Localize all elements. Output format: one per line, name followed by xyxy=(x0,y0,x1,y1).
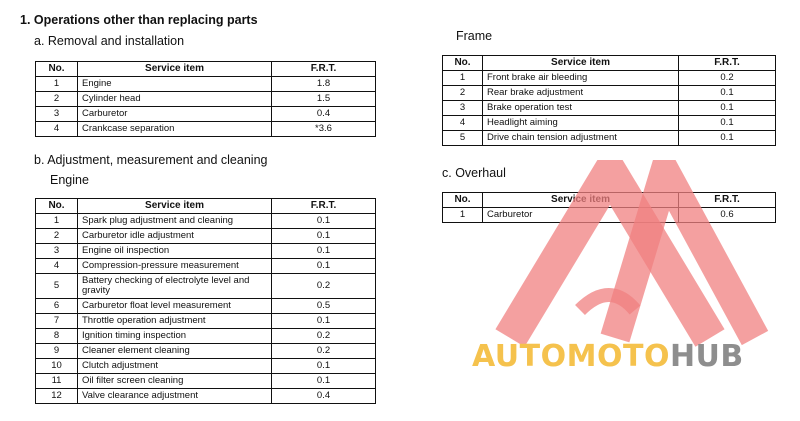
overhaul-heading: c. Overhaul xyxy=(442,166,506,180)
table-row xyxy=(36,299,376,314)
table-row xyxy=(36,107,376,122)
row-number: 2 xyxy=(36,229,78,244)
table-row xyxy=(36,122,376,137)
overhaul-table xyxy=(442,192,776,223)
row-service-item: Spark plug adjustment and cleaning xyxy=(78,214,272,229)
row-number: 3 xyxy=(36,244,78,259)
row-number: 5 xyxy=(36,274,78,299)
row-service-item: Clutch adjustment xyxy=(78,359,272,374)
table-row xyxy=(36,77,376,92)
header-service-item: Service item xyxy=(483,56,679,71)
header-service-item: Service item xyxy=(78,62,272,77)
row-service-item: Crankcase separation xyxy=(78,122,272,137)
row-service-item: Carburetor idle adjustment xyxy=(78,229,272,244)
row-service-item: Battery checking of electrolyte level and gravity xyxy=(78,274,272,299)
table-row xyxy=(36,344,376,359)
row-service-item: Cylinder head xyxy=(78,92,272,107)
watermark-part-hub: HUB xyxy=(669,339,744,374)
row-number: 7 xyxy=(36,314,78,329)
row-number: 4 xyxy=(443,116,483,131)
table-row xyxy=(443,71,776,86)
row-frt-value: 0.1 xyxy=(679,116,776,131)
table-row xyxy=(36,92,376,107)
table-header-row xyxy=(36,62,376,77)
row-frt-value: 0.2 xyxy=(272,344,376,359)
header-frt: F.R.T. xyxy=(679,193,776,208)
row-number: 11 xyxy=(36,374,78,389)
table-row xyxy=(36,259,376,274)
row-number: 10 xyxy=(36,359,78,374)
row-frt-value: 0.1 xyxy=(272,314,376,329)
row-frt-value: 0.1 xyxy=(272,359,376,374)
table-row xyxy=(36,374,376,389)
table-row xyxy=(443,116,776,131)
table-row xyxy=(36,244,376,259)
row-service-item: Throttle operation adjustment xyxy=(78,314,272,329)
header-no: No. xyxy=(36,62,78,77)
row-frt-value: 0.1 xyxy=(679,131,776,146)
header-frt: F.R.T. xyxy=(272,199,376,214)
row-service-item: Drive chain tension adjustment xyxy=(483,131,679,146)
row-frt-value: 1.8 xyxy=(272,77,376,92)
row-service-item: Valve clearance adjustment xyxy=(78,389,272,404)
table-row xyxy=(36,389,376,404)
row-frt-value: 1.5 xyxy=(272,92,376,107)
row-frt-value: 0.2 xyxy=(272,274,376,299)
row-number: 2 xyxy=(36,92,78,107)
table-row xyxy=(443,86,776,101)
row-frt-value: 0.4 xyxy=(272,107,376,122)
row-service-item: Compression-pressure measurement xyxy=(78,259,272,274)
row-number: 12 xyxy=(36,389,78,404)
row-service-item: Carburetor float level measurement xyxy=(78,299,272,314)
section-title: 1. Operations other than replacing parts xyxy=(20,13,258,27)
row-frt-value: 0.1 xyxy=(679,101,776,116)
table-header-row xyxy=(443,193,776,208)
row-number: 3 xyxy=(443,101,483,116)
watermark-part-auto: AUTO xyxy=(472,339,567,374)
row-number: 1 xyxy=(443,71,483,86)
frame-table xyxy=(442,55,776,146)
row-service-item: Cleaner element cleaning xyxy=(78,344,272,359)
row-number: 6 xyxy=(36,299,78,314)
row-frt-value: 0.1 xyxy=(272,374,376,389)
row-service-item: Ignition timing inspection xyxy=(78,329,272,344)
table-header-row xyxy=(36,199,376,214)
row-service-item: Oil filter screen cleaning xyxy=(78,374,272,389)
row-frt-value: 0.1 xyxy=(272,214,376,229)
row-frt-value: 0.2 xyxy=(272,329,376,344)
header-frt: F.R.T. xyxy=(272,62,376,77)
row-number: 1 xyxy=(36,214,78,229)
watermark-text xyxy=(472,339,744,374)
engine-heading: Engine xyxy=(50,173,89,187)
table-row xyxy=(36,329,376,344)
table-header-row xyxy=(443,56,776,71)
header-no: No. xyxy=(443,193,483,208)
table-row xyxy=(36,359,376,374)
row-service-item: Front brake air bleeding xyxy=(483,71,679,86)
removal-heading: a. Removal and installation xyxy=(34,34,185,48)
row-number: 1 xyxy=(443,208,483,223)
adjustment-heading: b. Adjustment, measurement and cleaning xyxy=(34,153,268,167)
table-row xyxy=(443,131,776,146)
row-frt-value: 0.2 xyxy=(679,71,776,86)
row-service-item: Headlight aiming xyxy=(483,116,679,131)
row-frt-value: 0.6 xyxy=(679,208,776,223)
header-no: No. xyxy=(36,199,78,214)
row-frt-value: 0.5 xyxy=(272,299,376,314)
row-service-item: Brake operation test xyxy=(483,101,679,116)
table-row xyxy=(36,229,376,244)
row-frt-value: 0.1 xyxy=(272,229,376,244)
row-number: 5 xyxy=(443,131,483,146)
header-frt: F.R.T. xyxy=(679,56,776,71)
row-number: 3 xyxy=(36,107,78,122)
row-service-item: Carburetor xyxy=(483,208,679,223)
row-service-item: Engine oil inspection xyxy=(78,244,272,259)
row-service-item: Engine xyxy=(78,77,272,92)
table-row xyxy=(36,274,376,299)
row-number: 4 xyxy=(36,259,78,274)
table-row xyxy=(36,214,376,229)
row-number: 4 xyxy=(36,122,78,137)
row-service-item: Rear brake adjustment xyxy=(483,86,679,101)
engine-table xyxy=(35,198,376,404)
header-no: No. xyxy=(443,56,483,71)
row-number: 9 xyxy=(36,344,78,359)
row-number: 1 xyxy=(36,77,78,92)
table-row xyxy=(443,208,776,223)
row-frt-value: *3.6 xyxy=(272,122,376,137)
table-row xyxy=(443,101,776,116)
table-row xyxy=(36,314,376,329)
removal-table xyxy=(35,61,376,137)
row-frt-value: 0.1 xyxy=(679,86,776,101)
row-service-item: Carburetor xyxy=(78,107,272,122)
header-service-item: Service item xyxy=(78,199,272,214)
watermark-part-moto: MOTO xyxy=(566,339,670,374)
row-number: 2 xyxy=(443,86,483,101)
row-frt-value: 0.1 xyxy=(272,244,376,259)
header-service-item: Service item xyxy=(483,193,679,208)
frame-heading: Frame xyxy=(456,29,493,43)
row-number: 8 xyxy=(36,329,78,344)
row-frt-value: 0.4 xyxy=(272,389,376,404)
row-frt-value: 0.1 xyxy=(272,259,376,274)
